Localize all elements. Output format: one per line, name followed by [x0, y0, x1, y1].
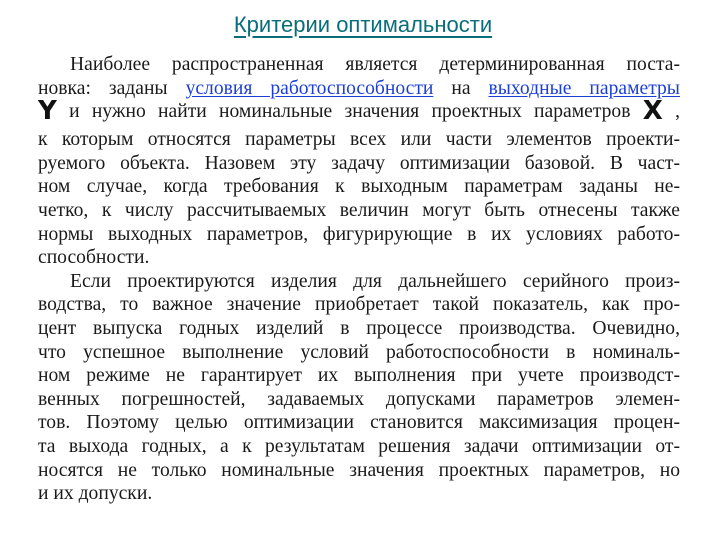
- page-title: Критерии оптимальности: [233, 12, 493, 37]
- text-fragment: на: [451, 77, 471, 99]
- paragraph-1-line-5: руемого объекта. Назовем эту задачу оптимизации базовой. В част-: [38, 152, 680, 174]
- paragraph-1-line-6: ном случае, когда требования к выходным параметрам заданы не-: [38, 176, 680, 198]
- paragraph-2-line-10: и их допуски.: [38, 483, 153, 505]
- paragraph-1-line-2: [38, 77, 680, 101]
- paragraph-2-line-8: та выхода годных, а к результатам решения задачи оптимизации от-: [38, 435, 680, 457]
- paragraph-2-line-2: водства, то важное значение приобретает такой показатель, как про-: [38, 294, 680, 316]
- paragraph-1-line-9: способности.: [38, 247, 150, 269]
- text-fragment: и нужно найти номинальные значения проектных параметров: [69, 101, 631, 123]
- document-body: [38, 53, 680, 506]
- link-operability-conditions[interactable]: условия работоспособности: [185, 77, 434, 99]
- paragraph-2-line-7: тов. Поэтому целью оптимизации становится максимизация процен-: [38, 412, 680, 434]
- paragraph-2-line-6: венных погрешностей, задаваемых допусками параметров элемен-: [38, 388, 680, 410]
- paragraph-2-line-4: что успешное выполнение условий работоспособности в номиналь-: [38, 341, 680, 363]
- paragraph-2-line-9: носятся не только номинальные значения проектных параметров, но: [38, 459, 680, 481]
- symbol-y: Y: [38, 96, 57, 127]
- paragraph-1-line-7: четко, к числу рассчитываемых величин могут быть отнесены также: [38, 199, 680, 221]
- paragraph-1-line-8: нормы выходных параметров, фигурирующие в их условиях работо-: [38, 223, 680, 245]
- symbol-x: X: [642, 96, 663, 127]
- paragraph-1-line-1: Наиболее распространенная является детерминированная поста-: [70, 54, 680, 75]
- paragraph-2-line-3: цент выпуска годных изделий в процессе производства. Очевидно,: [38, 317, 680, 339]
- paragraph-1-line-3: [38, 96, 681, 128]
- paragraph-1-line-4: к которым относятся параметры всех или части элементов проекти-: [38, 129, 680, 151]
- paragraph-2-line-1: Если проектируются изделия для дальнейшего серийного произ-: [70, 270, 680, 292]
- paragraph-2-line-5: ном режиме не гарантирует их выполнения при учете производст-: [38, 365, 680, 387]
- link-output-parameters[interactable]: выходные параметры: [488, 77, 680, 99]
- text-fragment: новка: заданы: [38, 77, 168, 99]
- text-fragment: ,: [675, 101, 681, 123]
